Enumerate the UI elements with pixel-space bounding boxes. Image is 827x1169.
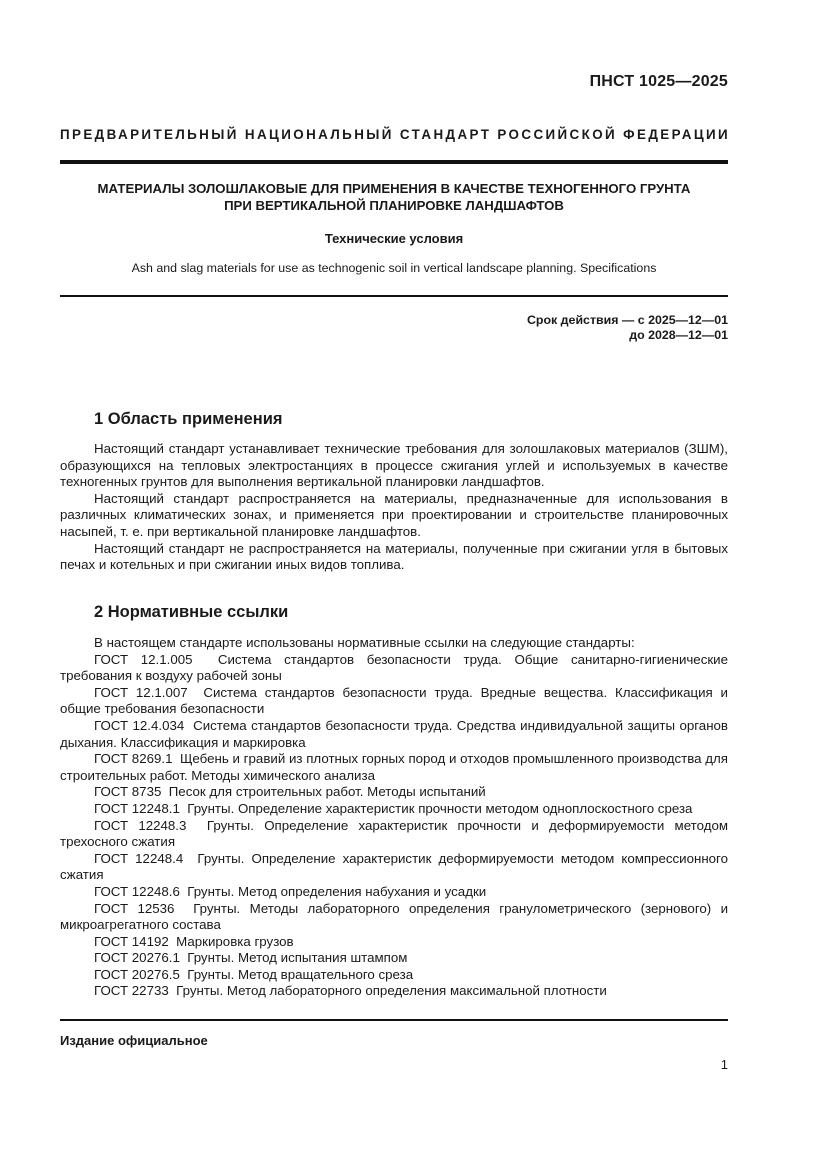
header-divider xyxy=(60,160,728,164)
reference-text: Система стандартов безопасности труда. Общие санитарно-гигиенические требования к воздуху рабочей зоны xyxy=(60,651,728,684)
reference-code: ГОСТ 12248.6 xyxy=(94,883,180,899)
reference-text: Грунты. Определение характеристик прочности методом одноплоскостного среза xyxy=(187,800,693,816)
document-title xyxy=(60,180,728,214)
document-title-line-1: МАТЕРИАЛЫ ЗОЛОШЛАКОВЫЕ ДЛЯ ПРИМЕНЕНИЯ В КАЧЕСТВЕ ТЕХНОГЕННОГО ГРУНТА xyxy=(97,181,691,196)
reference-text: Песок для строительных работ. Методы испытаний xyxy=(168,784,486,800)
reference-code: ГОСТ 8735 xyxy=(94,784,162,800)
reference-code: ГОСТ 12.4.034 xyxy=(94,717,185,733)
reference-code: ГОСТ 20276.1 xyxy=(94,950,180,966)
title-divider xyxy=(60,295,728,297)
references-intro: В настоящем стандарте использованы нормативные ссылки на следующие стандарты: xyxy=(94,635,635,650)
reference-item xyxy=(60,983,728,1000)
reference-text: Грунты. Определение характеристик прочности и деформируемости методом трехосного сжатия xyxy=(60,817,728,850)
reference-item xyxy=(60,784,728,801)
document-english-title: Ash and slag materials for use as technogenic soil in vertical landscape planning. Specifications xyxy=(131,261,657,275)
reference-item xyxy=(60,851,728,884)
reference-item xyxy=(60,884,728,901)
reference-text: Система стандартов безопасности труда. Вредные вещества. Классификация и общие требования безопасности xyxy=(60,684,728,717)
reference-code: ГОСТ 12536 xyxy=(94,900,175,916)
reference-code: ГОСТ 12248.1 xyxy=(94,800,180,816)
reference-code: ГОСТ 20276.5 xyxy=(94,966,180,982)
reference-code: ГОСТ 14192 xyxy=(94,933,169,949)
validity-period xyxy=(527,313,728,343)
document-number: ПНСТ 1025—2025 xyxy=(589,73,728,90)
reference-text: Маркировка грузов xyxy=(176,933,294,949)
document-subtitle: Технические условия xyxy=(324,231,464,246)
reference-text: Грунты. Метод испытания штампом xyxy=(187,950,408,966)
reference-text: Грунты. Метод лабораторного определения максимальной плотности xyxy=(176,983,607,999)
page-number: 1 xyxy=(720,1057,728,1072)
reference-item xyxy=(60,751,728,784)
document-title-line-2: ПРИ ВЕРТИКАЛЬНОЙ ПЛАНИРОВКЕ ЛАНДШАФТОВ xyxy=(224,198,564,213)
reference-text: Система стандартов безопасности труда. Средства индивидуальной защиты органов дыхания. Классификация и маркировка xyxy=(60,717,728,750)
reference-code: ГОСТ 12248.4 xyxy=(94,850,184,866)
section-1-heading: 1 Область применения xyxy=(94,410,283,428)
reference-item xyxy=(60,967,728,984)
reference-item xyxy=(60,901,728,934)
section-2-heading: 2 Нормативные ссылки xyxy=(94,603,289,621)
reference-item xyxy=(60,801,728,818)
section-2-body xyxy=(60,635,728,1000)
reference-code: ГОСТ 12248.3 xyxy=(94,817,187,833)
reference-code: ГОСТ 8269.1 xyxy=(94,751,173,767)
reference-item xyxy=(60,950,728,967)
reference-item xyxy=(60,685,728,718)
reference-text: Грунты. Метод определения набухания и усадки xyxy=(187,883,487,899)
standard-type-heading: ПРЕДВАРИТЕЛЬНЫЙ НАЦИОНАЛЬНЫЙ СТАНДАРТ РОССИЙСКОЙ ФЕДЕРАЦИИ xyxy=(60,127,731,142)
footer-divider xyxy=(60,1019,728,1021)
edition-label: Издание официальное xyxy=(60,1033,208,1048)
section-1-paragraph: Настоящий стандарт не распространяется на материалы, полученные при сжигании угля в бытовых печах и котельных и при сжигании иных видов топлива. xyxy=(60,540,728,573)
reference-code: ГОСТ 12.1.005 xyxy=(94,651,193,667)
reference-item xyxy=(60,718,728,751)
reference-text: Грунты. Методы лабораторного определения гранулометрического (зернового) и микроагрегатного состава xyxy=(60,900,729,933)
reference-code: ГОСТ 22733 xyxy=(94,983,169,999)
reference-text: Грунты. Определение характеристик деформируемости методом компрессионного сжатия xyxy=(60,850,729,883)
validity-end: до 2028—12—01 xyxy=(629,328,728,342)
reference-text: Грунты. Метод вращательного среза xyxy=(187,966,414,982)
validity-start: Срок действия — с 2025—12—01 xyxy=(526,313,728,327)
section-1-paragraph: Настоящий стандарт устанавливает технические требования для золошлаковых материалов (ЗШМ), образующихся на тепловых электростанциях в процессе сжигания углей и используемых в качестве техногенных грунтов для выполнения вертикальной планировки ландшафтов. xyxy=(60,441,728,490)
reference-item xyxy=(60,934,728,951)
reference-text: Щебень и гравий из плотных горных пород и отходов промышленного производства для строительных работ. Методы химического анализа xyxy=(60,751,728,783)
reference-item xyxy=(60,818,728,851)
reference-code: ГОСТ 12.1.007 xyxy=(94,684,188,700)
reference-item xyxy=(60,652,728,685)
section-1-body xyxy=(60,441,728,574)
section-1-paragraph: Настоящий стандарт распространяется на материалы, предназначенные для использования в различных климатических зонах, и применяется при проектировании и строительстве планировочных насыпей, т. е. при вертикальной планировке ландшафтов. xyxy=(60,490,728,539)
